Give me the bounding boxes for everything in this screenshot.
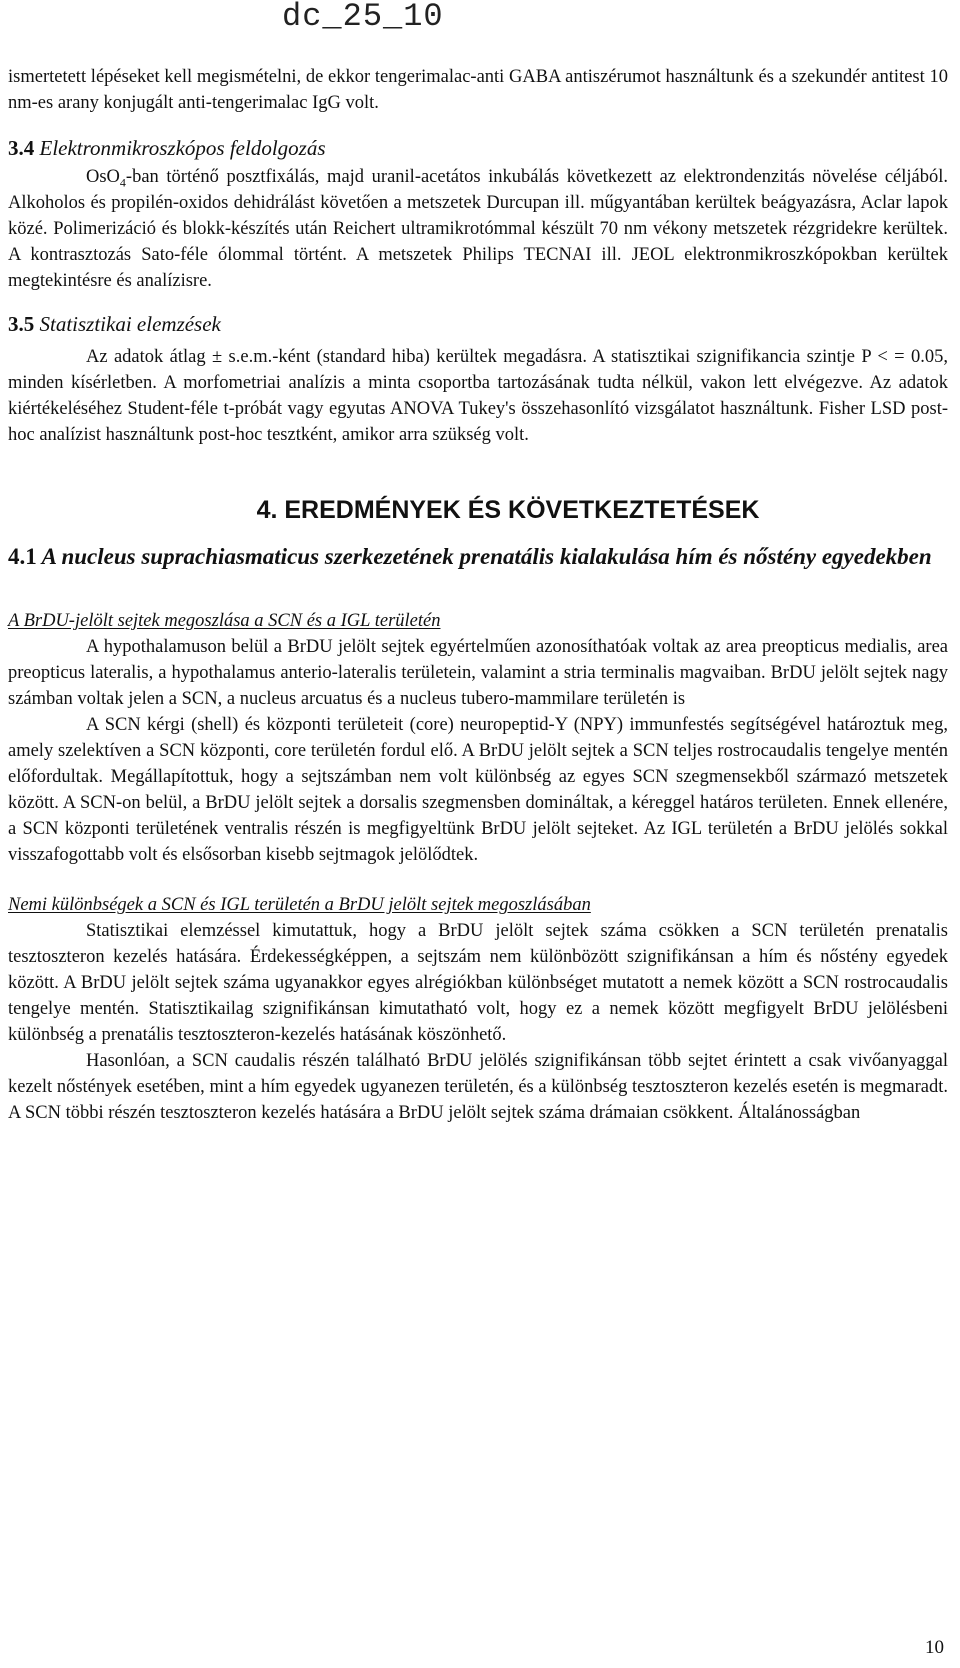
section-4-1-paragraph-4: Hasonlóan, a SCN caudalis részén található BrDU jelölés szignifikánsan több sejtet érintett a csak vivőanyaggal kezelt nőstények esetében, mint a hím egyedek ugyanezen területén, és a különbség tesztoszteron kezelés esetén is megmaradt. A SCN többi részén tesztoszteron kezelés hatására a BrDU jelölt sejtek száma drámaian csökkent. Általánosságban (8, 1051, 948, 1123)
section-3-5-paragraph: Az adatok átlag ± s.e.m.-ként (standard hiba) kerültek megadásra. A statisztikai szignifikancia szintje P < = 0.05, minden kísérletben. A morfometriai analízis a minta csoportba tartozásának tudta nélkül, vakon lett elvégezve. Az adatok kiértékeléséhez Student-féle t-próbát vagy egyutas ANOVA Tukey's összehasonlító vizsgálatot használtunk. Fisher LSD post-hoc analízist használtunk post-hoc tesztként, amikor arra szükség volt. (8, 347, 948, 445)
section-3-5-number: 3.5 (8, 312, 35, 336)
section-3-4-title: Elektronmikroszkópos feldolgozás (39, 136, 326, 160)
section-3-5-title: Statisztikai elemzések (39, 312, 221, 336)
section-4-1-title: A nucleus suprachiasmaticus szerkezetének prenatális kialakulása hím és nőstény egyedekben (41, 544, 932, 569)
section-3-4-para-start: OsO (86, 167, 120, 187)
page-number: 10 (925, 1637, 944, 1658)
intro-paragraph: ismertetett lépéseket kell megismételni, de ekkor tengerimalac-anti GABA antiszérumot használtunk és a szekundér antitest 10 nm-es arany konjugált anti-tengerimalac IgG volt. (8, 67, 948, 113)
section-4-1-paragraph-1: A hypothalamuson belül a BrDU jelölt sejtek egyértelműen azonosíthatóak voltak az area preopticus medialis, area preopticus lateralis, a hypothalamus anterio-lateralis területein, valamint a stria terminalis magvaiban. BrDU jelölt sejtek nagy számban voltak jelen a SCN, a nucleus arcuatus és a nucleus tubero-mammilare területén is (8, 637, 948, 709)
section-4-1-number: 4.1 (8, 544, 37, 569)
section-3-4-number: 3.4 (8, 136, 35, 160)
document-code-header: dc_25_10 (282, 0, 444, 35)
section-4-1-paragraph-3: Statisztikai elemzéssel kimutattuk, hogy a BrDU jelölt sejtek száma csökken a SCN területén prenatalis tesztoszteron kezelés hatására. Érdekességképpen, a sejtszám nem különbözött szignifikánsan a hím és nőstény egyedek között. A BrDU jelölt sejtek száma ugyanakkor egyes alrégiókban különbséget mutatott a nemek között a SCN rostrocaudalis tengelye mentén. Statisztikailag szignifikánsan kimutatható volt, hogy ez a nemek között megfigyelt BrDU jelölésbeni különbség a prenatális tesztoszteron-kezelés hatásának köszönhető. (8, 921, 948, 1045)
subsection-heading-brdu-distribution: A BrDU-jelölt sejtek megoszlása a SCN és a IGL területén (8, 611, 441, 631)
page-content (8, 64, 948, 1126)
section-3-4-heading (8, 134, 948, 162)
chapter-4-title: 4. EREDMÉNYEK ÉS KÖVETKEZTETÉSEK (256, 496, 760, 524)
subsection-heading-sex-differences: Nemi különbségek a SCN és IGL területén a BrDU jelölt sejtek megoszlásában (8, 895, 591, 915)
section-3-4-para-subscript: 4 (119, 175, 126, 190)
section-3-4-para-rest: -ban történő posztfixálás, majd uranil-acetátos inkubálás következett az elektrondenzitás növelése céljából. Alkoholos és propilén-oxidos dehidrálást követően a metszetek Durcupan ill. műgyantában kerültek beágyazásra, Aclar lapok közé. Polimerizáció és blokk-készítés után Reichert ultramikrotómmal készült 70 nm vékony metszetek rézgridekre kerültek. A kontrasztozás Sato-féle ólommal történt. A metszetek Philips TECNAI ill. JEOL elektronmikroszkópokban kerültek megtekintésre és analízisre. (8, 167, 948, 291)
section-4-1-paragraph-2: A SCN kérgi (shell) és központi területeit (core) neuropeptid-Y (NPY) immunfestés segítségével határoztuk meg, amely szelektíven a SCN központi, core területén fordul elő. A BrDU jelölt sejtek a SCN teljes rostrocaudalis tengelye mentén előfordultak. Megállapítottuk, hogy a sejtszámban nem volt különbség az egyes SCN szegmensekből származó metszetek között. A SCN-on belül, a BrDU jelölt sejtek a dorsalis szegmensben domináltak, a kéreggel határos területen. Ennek ellenére, a SCN központi területének ventralis részén is megfigyeltünk BrDU jelölt sejteket. Az IGL területén a BrDU jelölés sokkal visszafogottabb volt és elsősorban kisebb sejtmagok jelölődtek. (8, 715, 948, 865)
section-4-1-heading (8, 542, 948, 572)
section-3-5-heading (8, 310, 948, 338)
section-3-4-paragraph (8, 164, 948, 294)
